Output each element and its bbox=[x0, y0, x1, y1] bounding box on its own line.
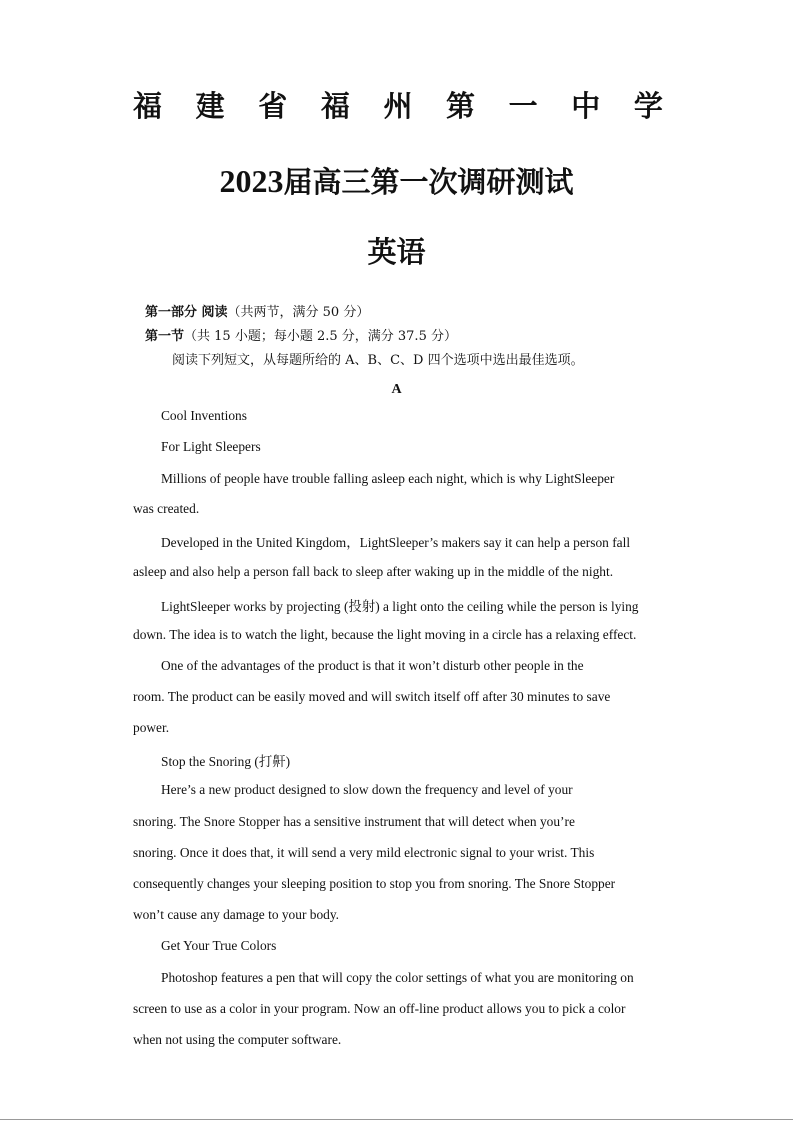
school-char: 州 bbox=[383, 89, 413, 123]
passage-line: LightSleeper works by projecting (投射) a light onto the ceiling while the person is lying bbox=[161, 599, 639, 614]
exam-year: 2023 bbox=[219, 163, 284, 199]
exam-name: 届高三第一次调研测试 bbox=[283, 165, 574, 199]
passage-letter: A bbox=[391, 382, 402, 397]
passage-line: Developed in the United Kingdom，LightSleeper’s makers say it can help a person fall bbox=[161, 535, 631, 550]
section-heading bbox=[145, 325, 457, 344]
school-name bbox=[133, 84, 663, 125]
passage-line: snoring. Once it does that, it will send a very mild electronic signal to your wrist. This bbox=[133, 845, 595, 860]
page-bottom-rule bbox=[0, 1119, 793, 1120]
section-instruction: 阅读下列短文，从每题所给的 A、B、C、D 四个选项中选出最佳选项。 bbox=[172, 353, 584, 368]
part-label: 第一部分 阅读 bbox=[145, 305, 228, 320]
passage-line: Here’s a new product designed to slow down the frequency and level of your bbox=[161, 782, 573, 797]
passage-subheading: For Light Sleepers bbox=[161, 439, 261, 454]
subject-title: 英语 bbox=[367, 235, 426, 269]
school-char: 中 bbox=[571, 89, 601, 123]
passage-line: screen to use as a color in your program. Now an off-line product allows you to pick a color bbox=[133, 1001, 626, 1016]
part-heading bbox=[145, 301, 369, 320]
school-char: 省 bbox=[258, 89, 288, 123]
passage-subheading: Get Your True Colors bbox=[161, 938, 277, 953]
passage-line: power. bbox=[133, 720, 170, 735]
section-label: 第一节 bbox=[145, 329, 185, 344]
passage-line: down. The idea is to watch the light, because the light moving in a circle has a relaxing effect. bbox=[133, 627, 637, 642]
passage-line: room. The product can be easily moved and will switch itself off after 30 minutes to save bbox=[133, 689, 611, 704]
passage-line: consequently changes your sleeping position to stop you from snoring. The Snore Stopper bbox=[133, 876, 616, 891]
passage-heading: Cool Inventions bbox=[161, 408, 247, 423]
passage-line: when not using the computer software. bbox=[133, 1032, 342, 1047]
exam-title bbox=[0, 160, 793, 201]
part-note: （共两节，满分 50 分） bbox=[227, 305, 370, 320]
school-char: 建 bbox=[195, 89, 225, 123]
passage-line: One of the advantages of the product is that it won’t disturb other people in the bbox=[161, 658, 584, 673]
passage-subheading: Stop the Snoring (打鼾) bbox=[161, 754, 291, 769]
passage-line: asleep and also help a person fall back to sleep after waking up in the middle of the night. bbox=[133, 564, 614, 579]
passage-line: won’t cause any damage to your body. bbox=[133, 907, 340, 922]
passage-line: Millions of people have trouble falling asleep each night, which is why LightSleeper bbox=[161, 471, 615, 486]
passage-line: snoring. The Snore Stopper has a sensitive instrument that will detect when you’re bbox=[133, 814, 575, 829]
school-char: 一 bbox=[508, 89, 538, 123]
school-char: 第 bbox=[446, 89, 476, 123]
passage-line: Photoshop features a pen that will copy the color settings of what you are monitoring on bbox=[161, 970, 634, 985]
section-note: （共 15 小题；每小题 2.5 分，满分 37.5 分） bbox=[184, 329, 457, 344]
passage-line: was created. bbox=[133, 501, 200, 516]
school-char: 福 bbox=[133, 89, 163, 123]
school-char: 福 bbox=[320, 89, 350, 123]
school-char: 学 bbox=[633, 89, 663, 123]
